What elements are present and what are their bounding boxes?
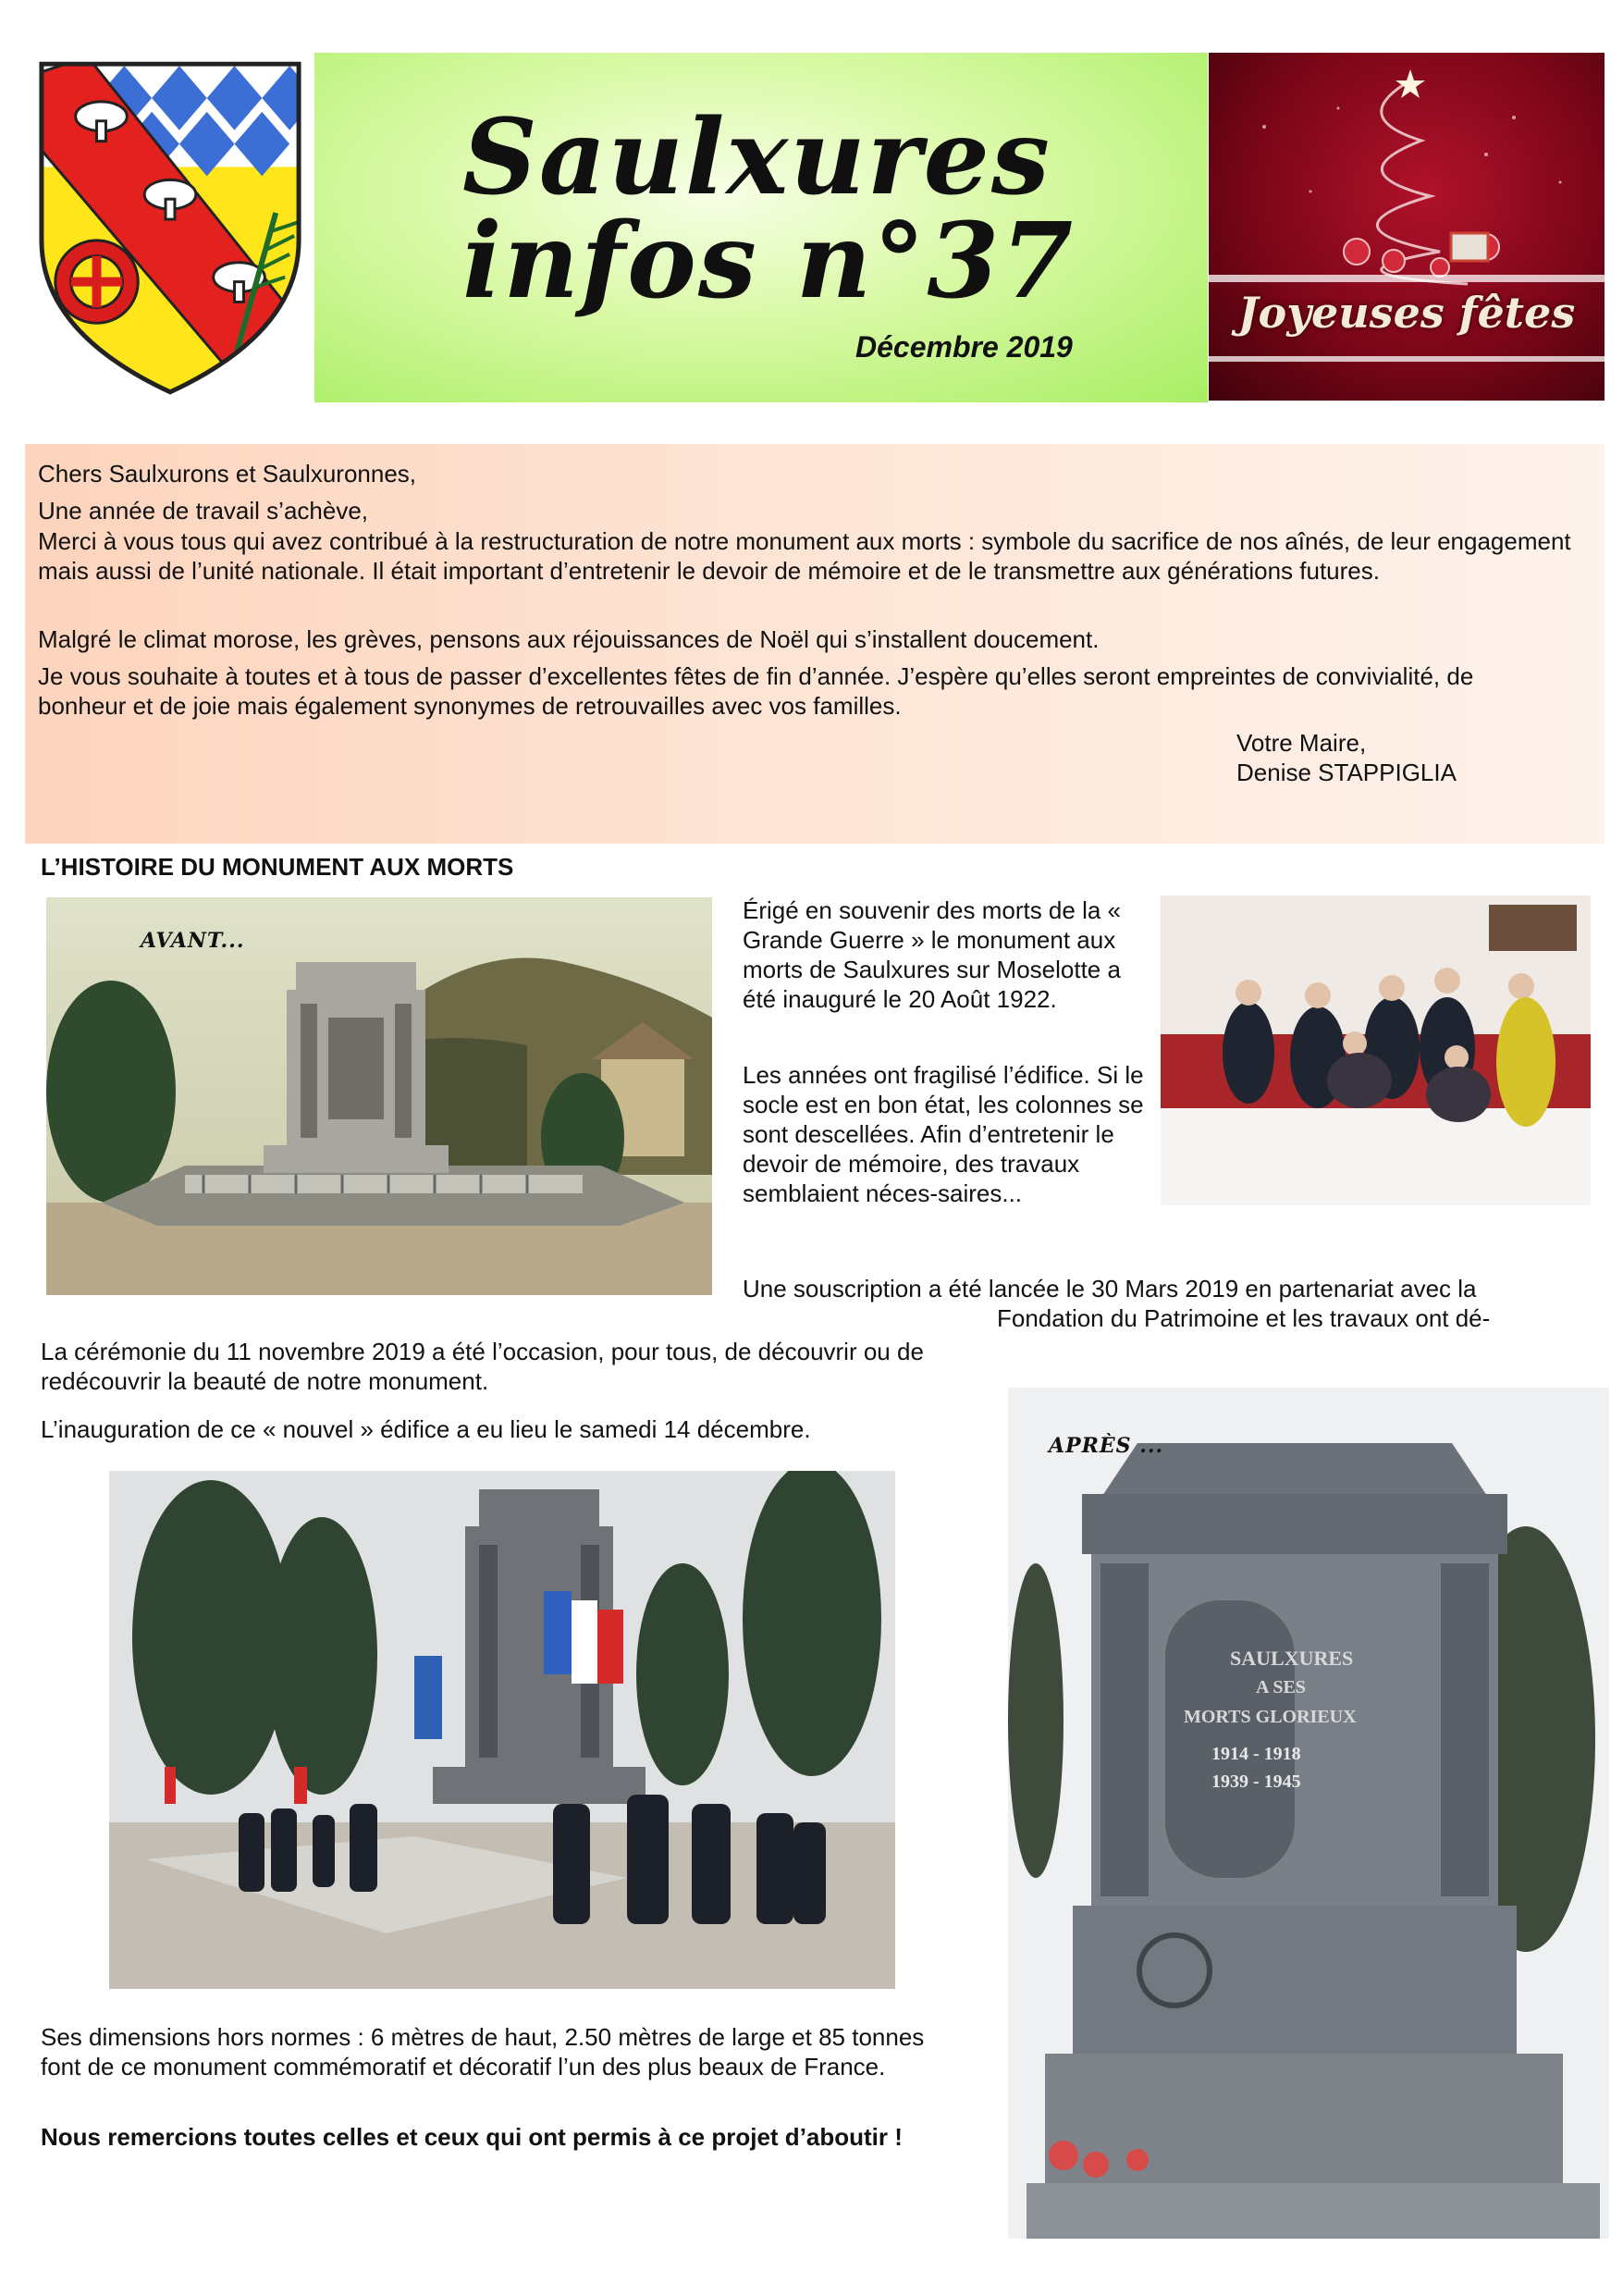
letter-paragraph: Malgré le climat morose, les grèves, pensons aux réjouissances de Noël qui s’installent doucement. <box>38 625 1100 653</box>
thanks-paragraph: Nous remercions toutes celles et ceux qui ont permis à ce projet d’aboutir ! <box>41 2123 903 2151</box>
letter-greeting: Chers Saulxurons et Saulxuronnes, <box>38 460 417 488</box>
coat-of-arms-logo <box>32 56 308 400</box>
after-label: APRÈS ... <box>1049 1434 1164 1458</box>
photo-ceremony <box>109 1471 895 1989</box>
inauguration-paragraph: L’inauguration de ce « nouvel » édifice a eu lieu le samedi 14 décembre. <box>41 1415 811 1443</box>
christmas-tree-icon <box>1209 53 1605 401</box>
masthead-title-box <box>314 53 1208 402</box>
issue-date: Décembre 2019 <box>855 330 1073 364</box>
photo-signing-ceremony <box>1161 895 1591 1205</box>
history-paragraph: Érigé en souvenir des morts de la « Grande Guerre » le monument aux morts de Saulxures sur Moselotte a été inauguré le 20 Août 1922. <box>743 896 1121 1013</box>
inscription-line: MORTS GLORIEUX <box>1184 1707 1357 1727</box>
inscription-line: 1914 - 1918 <box>1211 1744 1301 1764</box>
masthead-title: Saulxures <box>462 97 1051 218</box>
season-greeting-card <box>1209 53 1605 401</box>
dimensions-paragraph: Ses dimensions hors normes : 6 mètres de haut, 2.50 mètres de large et 85 tonnes font de ce monument commémoratif et décoratif l’un des plus beaux de France. <box>41 2023 925 2080</box>
greeting-caption: Joyeuses fêtes <box>1237 288 1576 338</box>
section-title: L’HISTOIRE DU MONUMENT AUX MORTS <box>41 853 514 881</box>
inscription-line: A SES <box>1256 1677 1306 1697</box>
mayor-letter <box>25 444 1605 844</box>
souscription-text: Une souscription a été lancée le 30 Mars 2019 en partenariat avec la <box>743 1275 1477 1302</box>
inscription-line: SAULXURES <box>1230 1647 1354 1670</box>
letter-paragraph: Merci à vous tous qui avez contribué à la restructuration de notre monument aux morts : symbole du sacrifice de nos aînés, de leur engagement mais aussi de l’unité nationale. Il était important d’entretenir le devoir de mémoire et de le transmettre aux générations futures. <box>38 527 1571 585</box>
history-paragraph: Les années ont fragilisé l’édifice. Si le socle est en bon état, les colonnes se sont descellées. Afin d’entretenir le devoir de mémoire, des travaux semblaient néces-saires... <box>743 1061 1144 1207</box>
letter-paragraph: Je vous souhaite à toutes et à tous de passer d’excellentes fêtes de fin d’année. J’espère qu’elles seront empreintes de convivialité, de bonheur et de joie mais également synonymes de retrouvailles avec vos familles. <box>38 662 1474 720</box>
souscription-text-continued: Fondation du Patrimoine et les travaux ont dé- <box>997 1304 1491 1332</box>
masthead-issue-number: infos n°37 <box>462 201 1076 322</box>
letter-paragraph: Une année de travail s’achève, <box>38 497 369 525</box>
photo-monument-before <box>46 897 712 1295</box>
photo-monument-after <box>1008 1388 1609 2239</box>
letter-signature-name: Denise STAPPIGLIA <box>1236 759 1457 786</box>
inscription-line: 1939 - 1945 <box>1211 1771 1301 1792</box>
before-label: AVANT... <box>141 929 245 953</box>
letter-signature-title: Votre Maire, <box>1236 729 1367 757</box>
ceremony-paragraph: La cérémonie du 11 novembre 2019 a été l’occasion, pour tous, de découvrir ou de redécouvrir la beauté de notre monument. <box>41 1338 924 1395</box>
